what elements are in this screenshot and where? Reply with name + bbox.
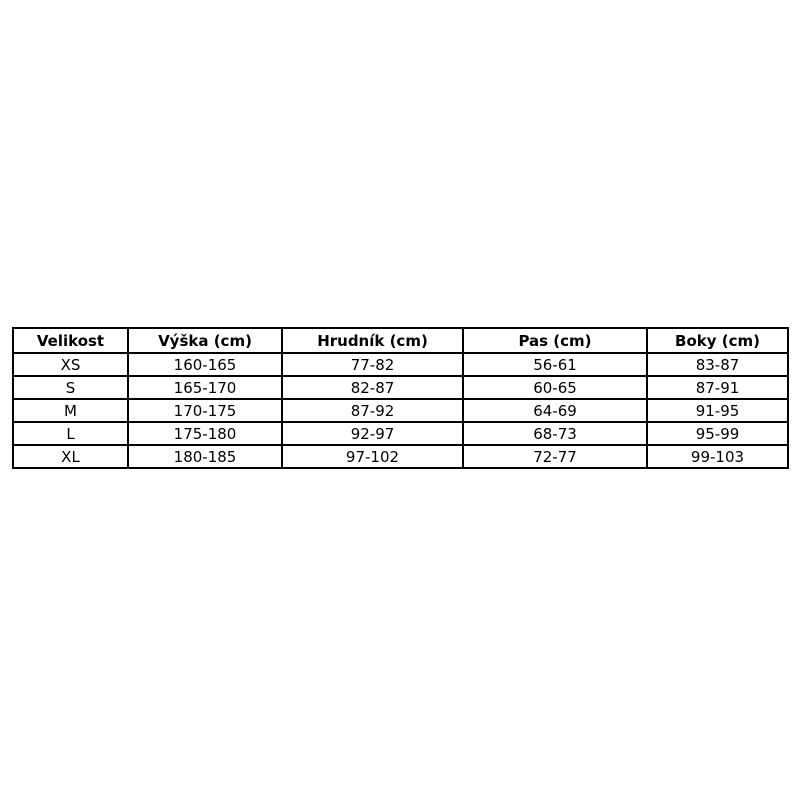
table-row <box>13 399 788 422</box>
table-header-row <box>13 328 788 353</box>
table-cell: 99-103 <box>647 445 788 468</box>
table-cell: 64-69 <box>463 399 647 422</box>
column-header: Pas (cm) <box>463 328 647 353</box>
table-cell: 87-91 <box>647 376 788 399</box>
column-header: Velikost <box>13 328 128 353</box>
table-cell: 92-97 <box>282 422 463 445</box>
column-header: Výška (cm) <box>128 328 282 353</box>
column-header: Hrudník (cm) <box>282 328 463 353</box>
column-header: Boky (cm) <box>647 328 788 353</box>
size-chart-table <box>12 327 789 469</box>
table-cell: 170-175 <box>128 399 282 422</box>
table-cell: 160-165 <box>128 353 282 376</box>
table-cell: 87-92 <box>282 399 463 422</box>
table-cell: M <box>13 399 128 422</box>
table-cell: 83-87 <box>647 353 788 376</box>
table-row <box>13 353 788 376</box>
table-cell: S <box>13 376 128 399</box>
table-cell: 82-87 <box>282 376 463 399</box>
table-cell: 77-82 <box>282 353 463 376</box>
table-cell: XL <box>13 445 128 468</box>
table-cell: 60-65 <box>463 376 647 399</box>
table-cell: 165-170 <box>128 376 282 399</box>
table-cell: 175-180 <box>128 422 282 445</box>
table-row <box>13 376 788 399</box>
table-cell: 97-102 <box>282 445 463 468</box>
table-cell: 91-95 <box>647 399 788 422</box>
table-cell: 180-185 <box>128 445 282 468</box>
table-cell: L <box>13 422 128 445</box>
table-row <box>13 422 788 445</box>
table-row <box>13 445 788 468</box>
table-cell: 72-77 <box>463 445 647 468</box>
table-cell: 56-61 <box>463 353 647 376</box>
table-cell: XS <box>13 353 128 376</box>
table-cell: 95-99 <box>647 422 788 445</box>
table-cell: 68-73 <box>463 422 647 445</box>
